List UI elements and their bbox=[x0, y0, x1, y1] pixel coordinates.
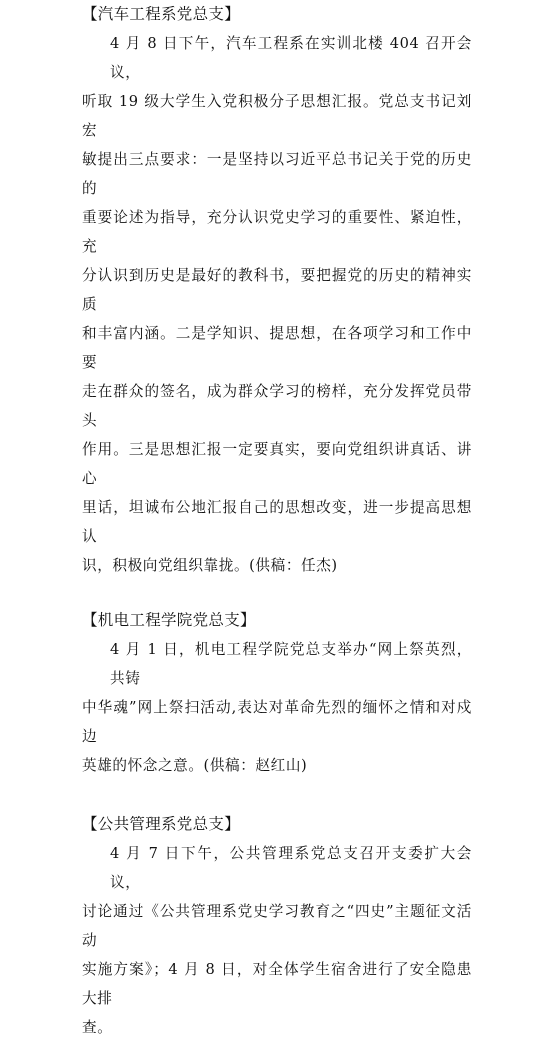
paragraph-line: 英雄的怀念之意。(供稿：赵红山) bbox=[82, 757, 308, 774]
paragraph-line: 听取 19 级大学生入党积极分子思想汇报。党总支书记刘宏 bbox=[82, 93, 472, 139]
paragraph-line: 识，积极向党组织靠拢。(供稿：任杰) bbox=[82, 557, 338, 574]
section-paragraph bbox=[82, 29, 472, 580]
paragraph-line: 4 月 8 日下午，汽车工程系在实训北楼 404 召开会议， bbox=[110, 35, 472, 81]
section-spacer bbox=[82, 780, 472, 810]
section-public-management bbox=[82, 810, 472, 1042]
section-paragraph bbox=[82, 839, 472, 1042]
section-mechatronics bbox=[82, 606, 472, 780]
section-spacer bbox=[82, 580, 472, 606]
section-heading: 【公共管理系党总支】 bbox=[82, 815, 241, 833]
paragraph-line: 分认识到历史是最好的教科书，要把握党的历史的精神实质 bbox=[82, 267, 472, 313]
section-heading: 【汽车工程系党总支】 bbox=[82, 5, 241, 23]
paragraph-line: 实施方案》；4 月 8 日，对全体学生宿舍进行了安全隐患大排 bbox=[82, 961, 472, 1007]
paragraph-line: 敏提出三点要求：一是坚持以习近平总书记关于党的历史的 bbox=[82, 151, 472, 197]
paragraph-line: 作用。三是思想汇报一定要真实，要向党组织讲真话、讲心 bbox=[82, 441, 472, 487]
section-automotive bbox=[82, 0, 472, 580]
paragraph-line: 4 月 7 日下午，公共管理系党总支召开支委扩大会议， bbox=[110, 845, 472, 891]
paragraph-line: 里话，坦诚布公地汇报自己的思想改变，进一步提高思想认 bbox=[82, 499, 472, 545]
paragraph-line: 重要论述为指导，充分认识党史学习的重要性、紧迫性，充 bbox=[82, 209, 472, 255]
section-paragraph bbox=[82, 635, 472, 780]
paragraph-line: 讨论通过《公共管理系党史学习教育之“四史”主题征文活动 bbox=[82, 903, 472, 949]
paragraph-line: 中华魂”网上祭扫活动,表达对革命先烈的缅怀之情和对戍边 bbox=[82, 699, 472, 745]
paragraph-line: 走在群众的签名，成为群众学习的榜样，充分发挥党员带头 bbox=[82, 383, 472, 429]
section-heading: 【机电工程学院党总支】 bbox=[82, 611, 256, 629]
paragraph-line: 4 月 1 日，机电工程学院党总支举办“网上祭英烈，共铸 bbox=[110, 641, 472, 687]
paragraph-line: 和丰富内涵。二是学知识、提思想，在各项学习和工作中要 bbox=[82, 325, 472, 371]
paragraph-line: 查。 bbox=[82, 1019, 113, 1036]
document-page bbox=[82, 0, 472, 1042]
